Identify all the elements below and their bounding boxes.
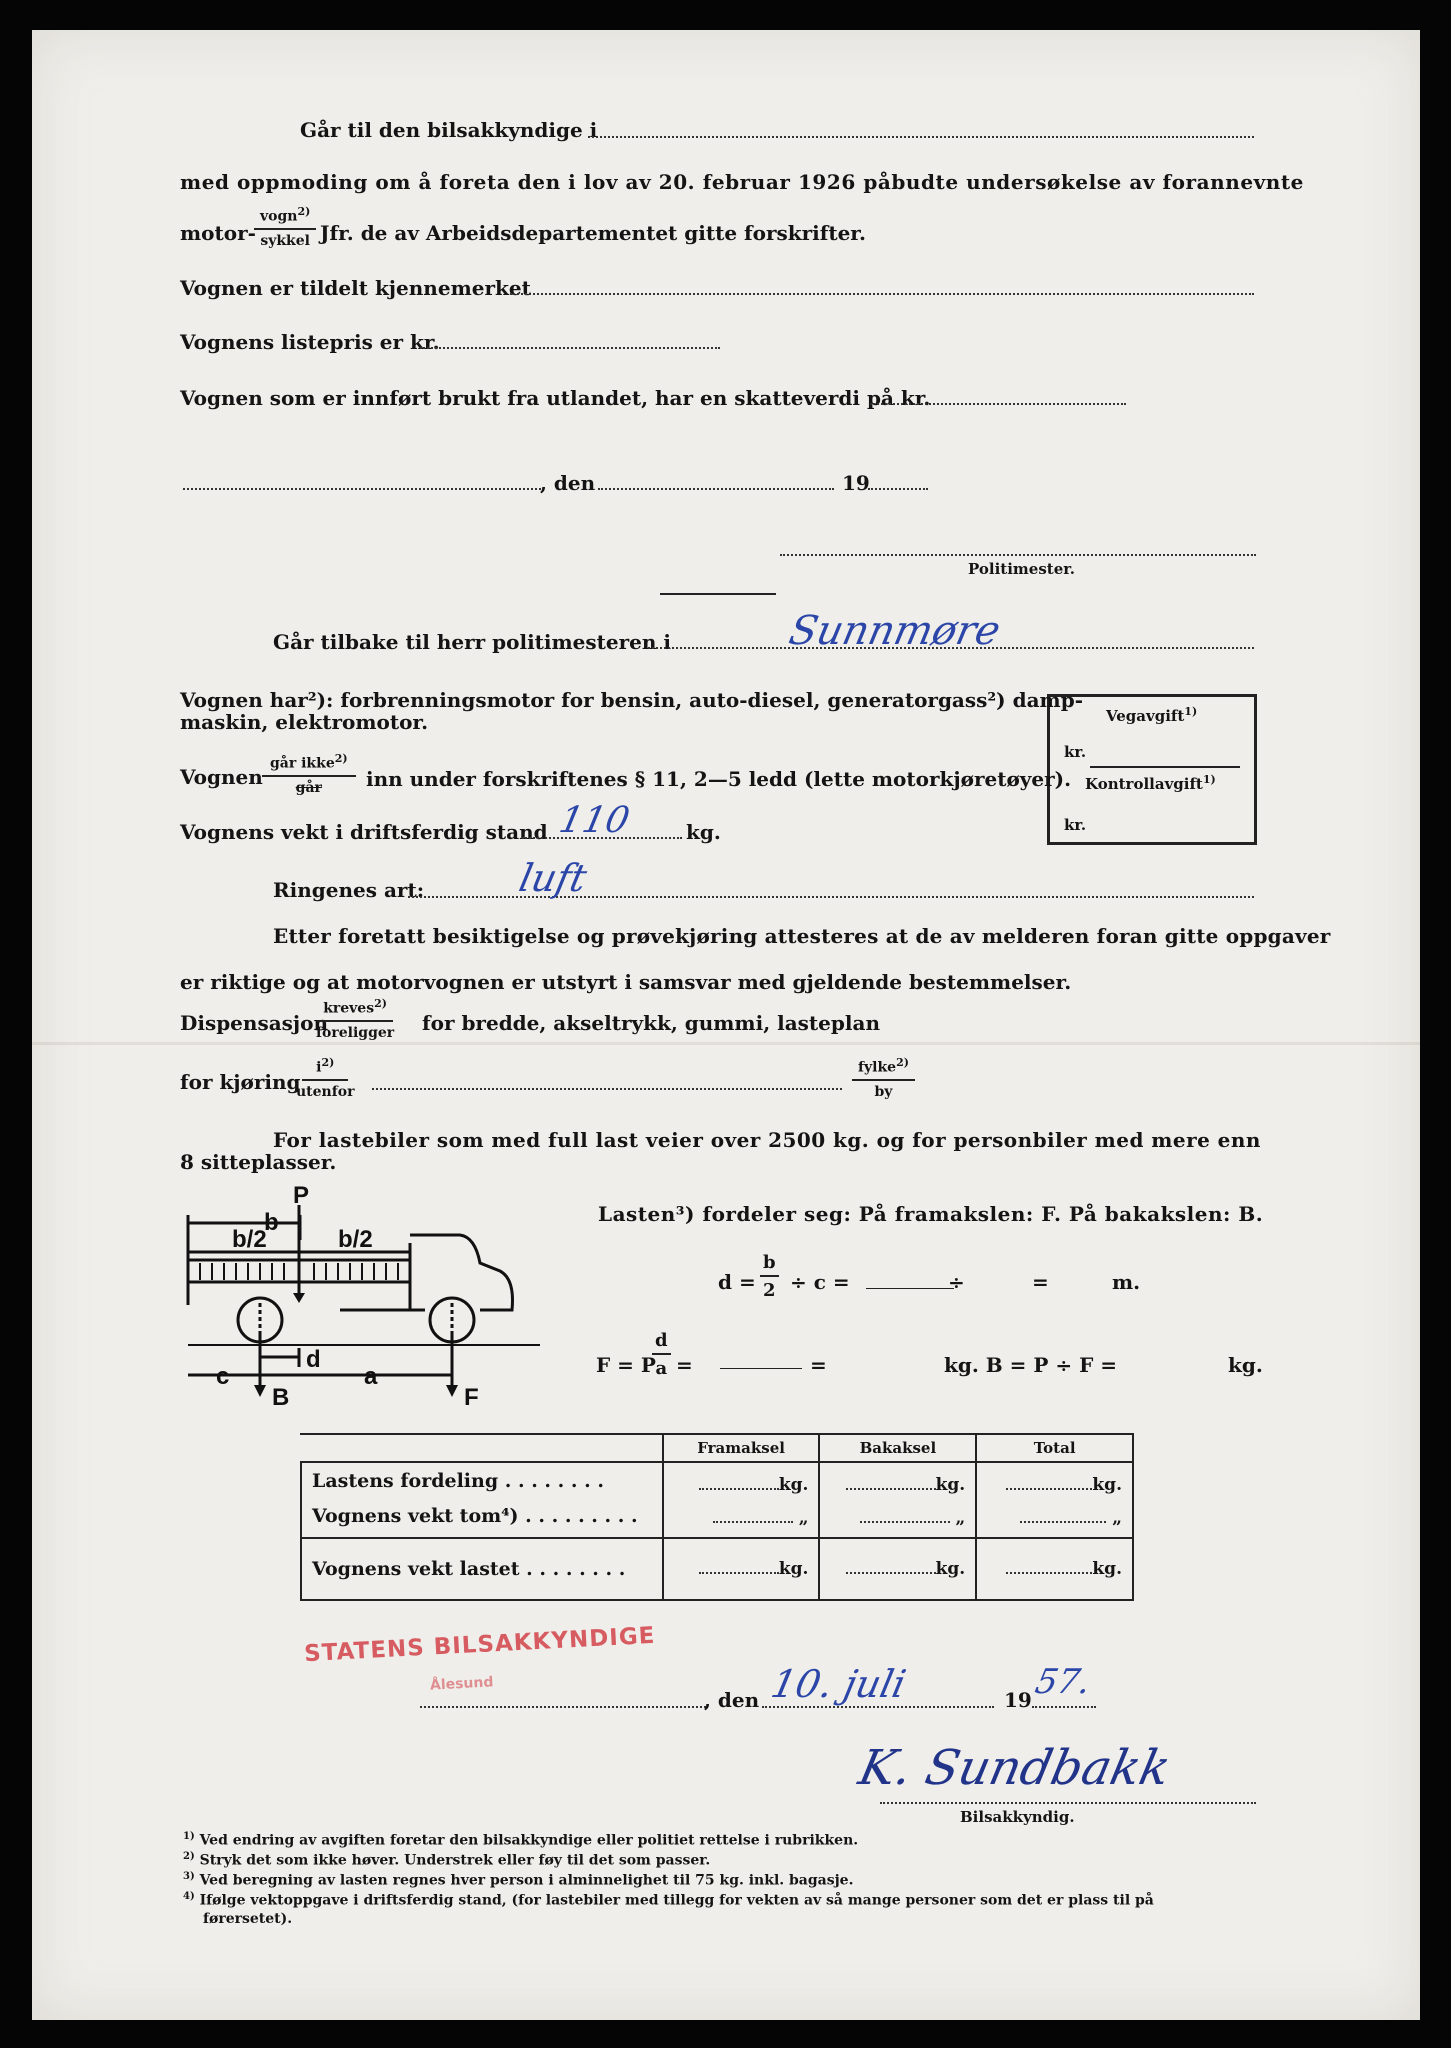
header-bakaksel: Bakaksel: [819, 1434, 976, 1462]
d-result-line-1[interactable]: [866, 1288, 954, 1289]
vognen-label: Vognen: [180, 765, 263, 789]
label-P: P: [293, 1185, 310, 1209]
weight-label: Vognens vekt i driftsferdig stand: [180, 820, 548, 844]
handwritten-weight: 110: [555, 800, 634, 841]
row-lastens-label: Lastens fordeling . . . . . . . .: [312, 1470, 604, 1492]
year-field[interactable]: [868, 488, 928, 490]
header-framaksel: Framaksel: [663, 1434, 820, 1462]
registration-label: Vognen er tildelt kjennemerket: [180, 276, 531, 300]
forward-line: Går til den bilsakkyndige i: [300, 118, 598, 142]
label-b2-left: b/2: [232, 1226, 267, 1253]
lastebil-line-1: For lastebiler som med full last veier over 2500 kg. og for personbiler med mere enn: [273, 1128, 1261, 1152]
i-utenfor-fraction: $i^{2)}$ utenfor: [296, 1056, 355, 1100]
load-distribution-text: Lasten³) fordeler seg: På framakslen: F. På bakakslen: B.: [598, 1202, 1264, 1226]
cell-total-1[interactable]: kg. „: [976, 1462, 1133, 1538]
label-B: B: [272, 1384, 290, 1410]
f-result-line[interactable]: [720, 1368, 802, 1369]
meter-unit: m.: [1112, 1270, 1141, 1294]
F-equals-P: F = P: [596, 1353, 656, 1377]
tyres-label: Ringenes art:: [273, 878, 425, 902]
engine-line-1: Vognen har²): forbrenningsmotor for bensin, auto-diesel, generatorgass²) damp-: [180, 688, 1083, 712]
vegavgift-kr: kr.: [1064, 743, 1087, 761]
handwritten-place: Sunnmøre: [785, 608, 1005, 654]
vegavgift-label: Vegavgift$^{1)}$: [1106, 705, 1198, 725]
cell-bak-lastet[interactable]: kg.: [819, 1538, 976, 1600]
list-price-field[interactable]: [420, 347, 720, 349]
bottom-date-field[interactable]: [762, 1706, 994, 1708]
cell-bak-1[interactable]: kg. „: [819, 1462, 976, 1538]
label-b2-right: b/2: [338, 1226, 373, 1253]
weight-kg: kg.: [686, 820, 721, 844]
load-arrowhead: [293, 1293, 305, 1303]
b-over-2: $\frac{b}{2}$: [760, 1252, 779, 1301]
bilsakkyndig-caption: Bilsakkyndig.: [960, 1808, 1075, 1826]
attest-line-2: er riktige og at motorvognen er utstyrt i samsvar med gjeldende bestemmelser.: [180, 970, 1072, 994]
cell-fram-lastet[interactable]: kg.: [663, 1538, 820, 1600]
label-c: c: [216, 1363, 230, 1390]
bottom-year: 19: [1004, 1688, 1032, 1712]
B-kg: kg.: [1228, 1353, 1263, 1377]
fee-box-divider: [1090, 766, 1240, 768]
date-year: 19: [842, 471, 870, 495]
equals-3: =: [810, 1353, 827, 1377]
row-lastet-label: Vognens vekt lastet . . . . . . . .: [301, 1538, 663, 1600]
engine-line-2: maskin, elektromotor.: [180, 710, 429, 734]
bottom-place-field[interactable]: [420, 1706, 706, 1708]
date-field[interactable]: [598, 488, 834, 490]
place-field[interactable]: [183, 488, 541, 490]
label-d: d: [306, 1346, 321, 1373]
handwritten-date: 10. juli: [767, 1662, 910, 1706]
attest-line-1: Etter foretatt besiktigelse og prøvekjøring attesteres at de av melderen foran gitte oppgaver: [273, 924, 1331, 948]
bottom-year-field[interactable]: [1032, 1706, 1096, 1708]
footnote-4-cont: førersetet).: [203, 1911, 293, 1927]
gar-fraction: går ikke$^{2)}$ går: [262, 752, 356, 796]
footnote-4: $^{4)}$ Ifølge vektoppgave i driftsferdig stand, (for lastebiler med tillegg for vekten av så mange personer som det er plass til på: [183, 1891, 1154, 1909]
bottom-den: , den: [704, 1688, 760, 1712]
registration-field[interactable]: [510, 293, 1254, 295]
c-equals: ÷ c =: [790, 1270, 850, 1294]
motor-prefix: motor-: [180, 221, 256, 245]
bilsakkyndig-signature-field[interactable]: [880, 1802, 1256, 1804]
kreves-fraction: kreves$^{2)}$ foreligger: [316, 997, 395, 1041]
axle-load-table: [300, 1433, 1134, 1601]
forward-field[interactable]: [588, 136, 1254, 138]
B-equals: kg. B = P ÷ F =: [944, 1353, 1117, 1377]
footnote-1: $^{1)}$ Ved endring av avgiften foretar den bilsakkyndige eller politiet rettelse i rubrikken.: [183, 1831, 859, 1849]
handwritten-signature: K. Sundbakk: [854, 1740, 1176, 1796]
return-label: Går tilbake til herr politimesteren i: [273, 630, 671, 654]
dimension-d: [260, 1348, 299, 1367]
equals-sign: =: [1032, 1270, 1049, 1294]
kontrollavgift-label: Kontrollavgift$^{1)}$: [1085, 773, 1216, 793]
axle-load-diagram: [180, 1185, 560, 1410]
b-arrowhead: [254, 1385, 266, 1397]
equals-2: =: [676, 1353, 693, 1377]
row-tom-label: Vognens vekt tom⁴) . . . . . . . . .: [312, 1505, 638, 1527]
tax-value-field[interactable]: [870, 403, 1126, 405]
paper-fold: [32, 1042, 1420, 1045]
d-over-a: $\frac{d}{a}$: [652, 1330, 671, 1379]
footnote-2: $^{2)}$ Stryk det som ikke høver. Understrek eller føy til det som passer.: [183, 1851, 711, 1869]
dispensation-rest: for bredde, akseltrykk, gummi, lasteplan: [422, 1011, 880, 1035]
label-F: F: [464, 1384, 479, 1410]
vogn-sykkel-fraction: vogn$^{2)}$ sykkel: [254, 205, 316, 249]
request-line: med oppmoding om å foreta den i lov av 20. februar 1926 påbudte undersøkelse av forannevnte: [180, 170, 1304, 194]
handwritten-year: 57.: [1031, 1662, 1095, 1702]
fylke-by-fraction: fylke$^{2)}$ by: [852, 1056, 915, 1100]
f-arrowhead: [446, 1385, 458, 1397]
list-price-label: Vognens listepris er kr.: [180, 330, 440, 354]
tax-value-label: Vognen som er innført brukt fra utlandet, har en skatteverdi på kr.: [180, 386, 931, 410]
kjoring-field[interactable]: [372, 1088, 842, 1090]
minus-sign: ÷: [948, 1270, 965, 1294]
header-total: Total: [976, 1434, 1133, 1462]
official-stamp-subtitle: Ålesund: [429, 1674, 494, 1694]
d-equals: d =: [718, 1270, 756, 1294]
handwritten-tyres: luft: [515, 856, 591, 900]
lastebil-line-2: 8 sitteplasser.: [180, 1150, 337, 1174]
kontrollavgift-kr: kr.: [1064, 816, 1087, 834]
lette-rule: inn under forskriftenes § 11, 2—5 ledd (lette motorkjøretøyer).: [366, 767, 1072, 791]
label-a: a: [364, 1363, 378, 1390]
cell-total-lastet[interactable]: kg.: [976, 1538, 1133, 1600]
official-stamp: STATENS BILSAKKYNDIGE: [303, 1622, 657, 1668]
politimester-signature-field[interactable]: [780, 554, 1256, 556]
dispensation-label: Dispensasjon: [180, 1011, 329, 1035]
footnote-3: $^{3)}$ Ved beregning av lasten regnes hver person i alminnelighet til 75 kg. inkl. bagasje.: [183, 1871, 854, 1889]
kjoring-label: for kjøring: [180, 1070, 301, 1094]
motor-suffix: Jfr. de av Arbeidsdepartementet gitte forskrifter.: [320, 221, 866, 245]
date-den: , den: [540, 471, 596, 495]
cell-fram-1[interactable]: kg. „: [663, 1462, 820, 1538]
section-divider: [660, 593, 776, 595]
politimester-caption: Politimester.: [968, 560, 1075, 578]
label-b: b: [264, 1209, 279, 1236]
